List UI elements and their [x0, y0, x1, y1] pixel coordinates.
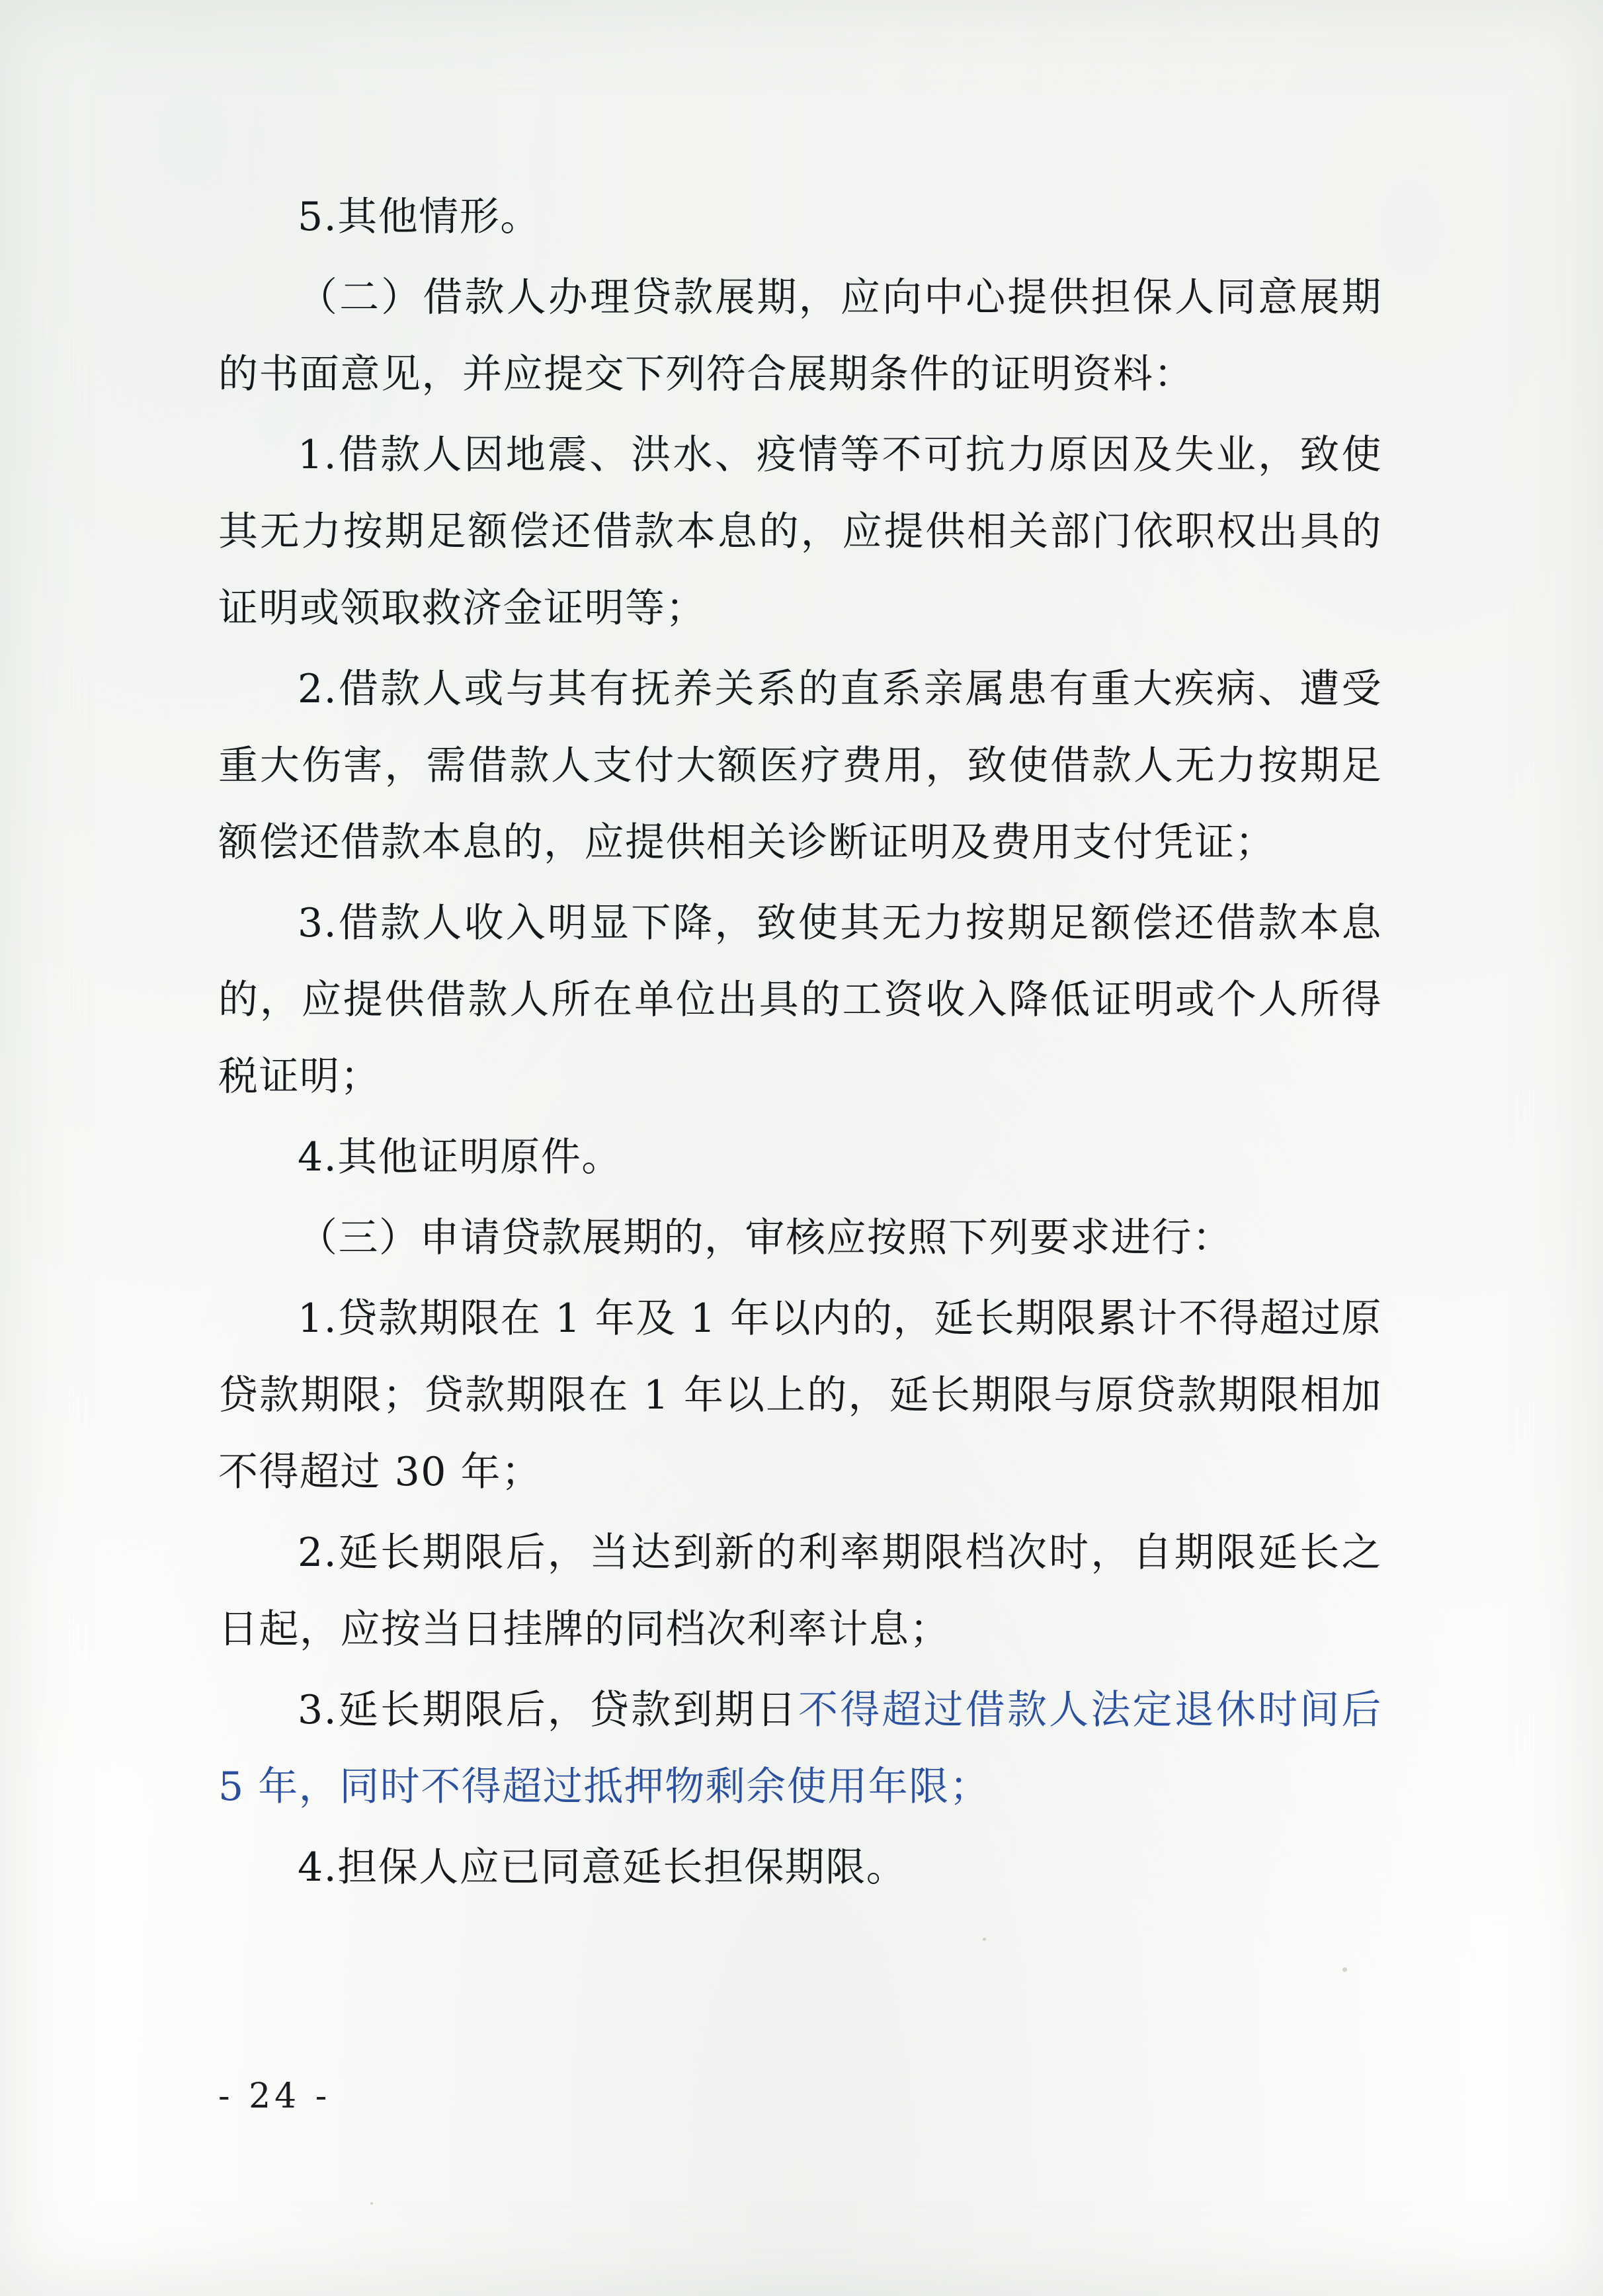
paragraph-7: （三）申请贷款展期的，审核应按照下列要求进行：	[298, 1215, 1233, 1261]
paragraph-6: 4.其他证明原件。	[298, 1134, 622, 1180]
paragraph-10	[218, 1672, 1382, 1825]
paragraph-10-highlight: 不得超过借款人法定退休时间后 5 年，同时不得超过抵押物剩余使用年限；	[218, 1687, 1383, 1810]
scan-speck	[1342, 1967, 1347, 1972]
page-number: - 24 -	[218, 2076, 331, 2116]
paragraph-8: 1.贷款期限在 1 年及 1 年以内的，延长期限累计不得超过原贷款期限；贷款期限在 1 年以上的，延长期限与原贷款期限相加不得超过 30 年；	[218, 1295, 1382, 1495]
paragraph-11: 4.担保人应已同意延长担保期限。	[298, 1844, 907, 1891]
paragraph-10-lead: 3.延长期限后，贷款到期日	[298, 1687, 799, 1733]
paragraph-5: 3.借款人收入明显下降，致使其无力按期足额偿还借款本息的，应提供借款人所在单位出具的工资收入降低证明或个人所得税证明；	[218, 900, 1382, 1100]
paragraph-2: （二）借款人办理贷款展期，应向中心提供担保人同意展期的书面意见，并应提交下列符合展期条件的证明资料：	[218, 274, 1382, 397]
scan-speck	[983, 1938, 986, 1941]
paragraph-3: 1.借款人因地震、洪水、疫情等不可抗力原因及失业，致使其无力按期足额偿还借款本息的，应提供相关部门依职权出具的证明或领取救济金证明等；	[218, 432, 1382, 632]
paragraph-9: 2.延长期限后，当达到新的利率期限档次时，自期限延长之日起，应按当日挂牌的同档次利率计息；	[218, 1530, 1382, 1653]
paragraph-1: 5.其他情形。	[298, 194, 541, 240]
document-body	[218, 179, 1382, 1910]
paragraph-4: 2.借款人或与其有抚养关系的直系亲属患有重大疾病、遭受重大伤害，需借款人支付大额医疗费用，致使借款人无力按期足额偿还借款本息的，应提供相关诊断证明及费用支付凭证；	[218, 666, 1382, 866]
scan-speck	[370, 2202, 373, 2205]
